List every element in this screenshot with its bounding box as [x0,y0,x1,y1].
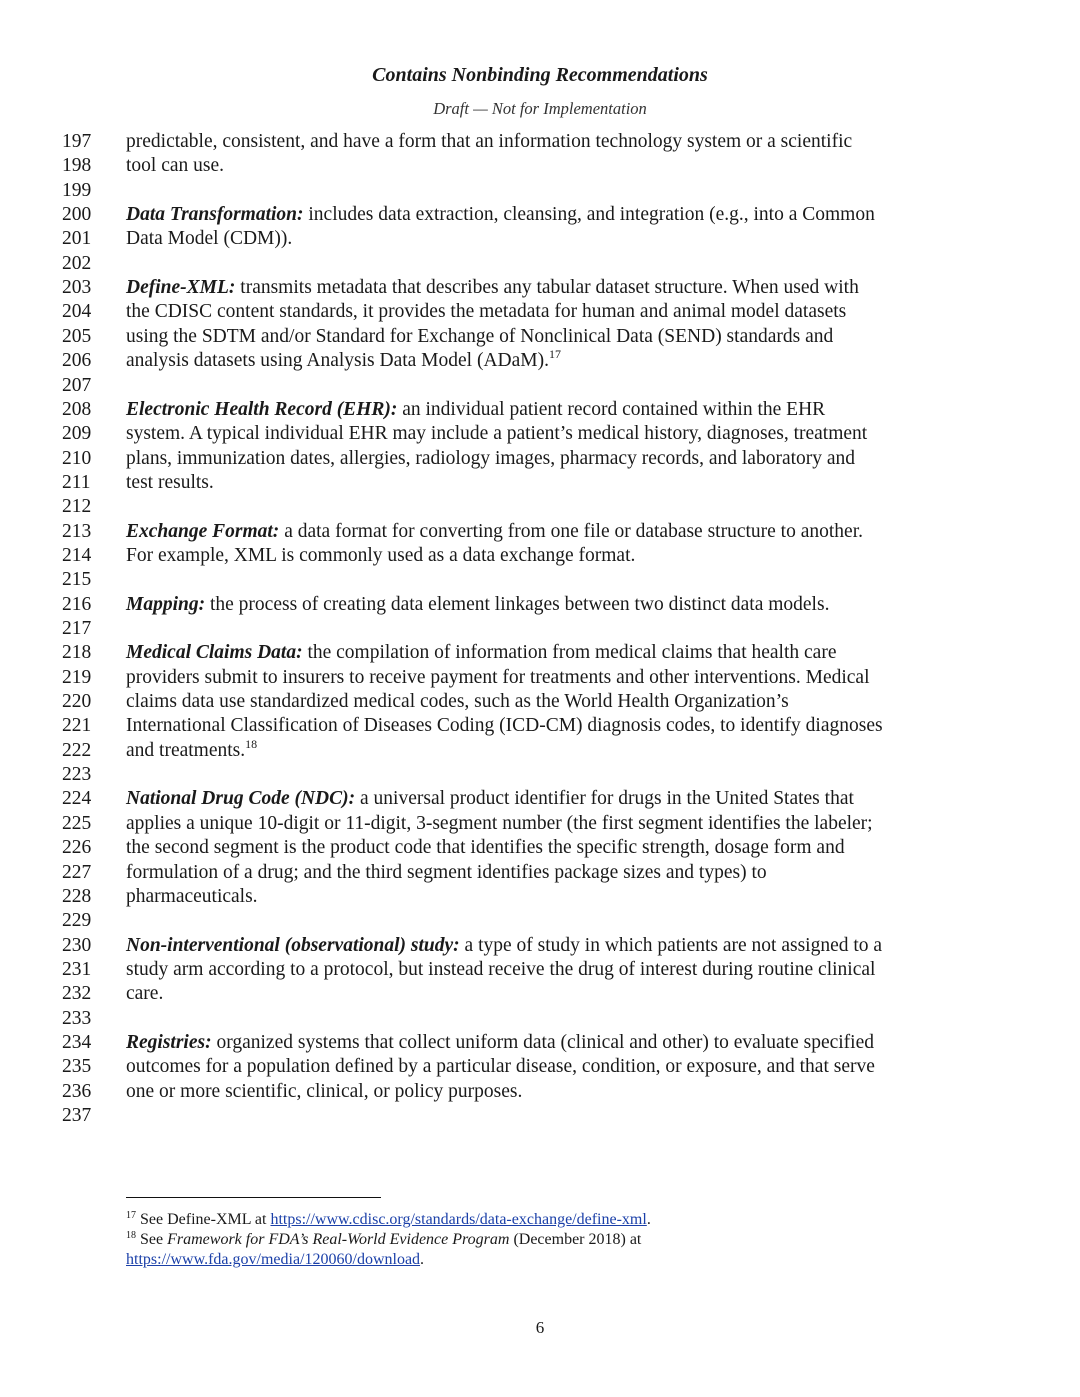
line-text [126,812,873,836]
text-line [0,252,1080,276]
glossary-term: Data Transformation: [126,204,304,226]
line-body: claims data use standardized medical codes, such as the World Health Organization’s [126,691,789,713]
line-body: formulation of a drug; and the third segment identifies package sizes and types) to [126,861,767,883]
line-number: 225 [62,812,92,834]
line-number: 228 [62,885,92,907]
line-body: using the SDTM and/or Standard for Exchange of Nonclinical Data (SEND) standards and [126,325,834,347]
line-body: providers submit to insurers to receive payment for treatments and other interventions. Medical [126,666,870,688]
line-number: 202 [62,252,92,274]
line-body: an individual patient record contained within the EHR [397,398,826,420]
text-line [0,544,1080,568]
footnote-text: See [136,1231,168,1248]
line-text [126,885,258,909]
text-line [0,520,1080,544]
line-number: 236 [62,1080,92,1102]
line-number: 231 [62,958,92,980]
line-number: 233 [62,1007,92,1029]
line-number: 203 [62,277,92,299]
text-line [0,276,1080,300]
line-text [126,130,852,154]
glossary-term: Medical Claims Data: [126,642,303,664]
line-text [126,641,836,665]
footnote-17 [126,1210,651,1230]
text-line [0,763,1080,787]
line-number: 207 [62,374,92,396]
footnote-reference[interactable]: 18 [245,736,258,751]
line-number: 234 [62,1031,92,1053]
text-line [0,736,1080,763]
line-text [126,520,863,544]
text-line [0,1031,1080,1055]
line-text [126,690,789,714]
text-line [0,982,1080,1006]
line-body: tool can use. [126,155,225,177]
line-number: 200 [62,204,92,226]
line-number: 213 [62,520,92,542]
line-number: 218 [62,642,92,664]
line-text [126,861,767,885]
line-body: study arm according to a protocol, but instead receive the drug of interest during routine clinical [126,958,876,980]
line-body: includes data extraction, cleansing, and integration (e.g., into a Common [303,204,875,226]
line-body: International Classification of Diseases Coding (ICD-CM) diagnosis codes, to identify diagnoses [126,715,883,737]
line-body: predictable, consistent, and have a form that an information technology system or a scientific [126,131,853,152]
text-line [0,1104,1080,1128]
line-number: 221 [62,715,92,737]
line-number: 201 [62,228,92,250]
line-text [126,276,859,300]
line-text [126,1031,874,1055]
text-line [0,300,1080,324]
line-body: a data format for converting from one file or database structure to another. [279,520,863,542]
line-number: 214 [62,544,92,566]
footnote-18-link-line [126,1250,424,1270]
line-number: 220 [62,691,92,713]
text-line [0,885,1080,909]
text-line [0,447,1080,471]
line-text [126,325,833,349]
text-line [0,325,1080,349]
text-line [0,374,1080,398]
line-text [126,544,635,568]
text-line [0,495,1080,519]
footnote-text: See Define-XML at [136,1211,271,1228]
footnote-suffix: . [646,1211,651,1228]
text-line [0,641,1080,665]
line-number: 210 [62,447,92,469]
line-number: 229 [62,910,92,932]
line-number: 198 [62,155,92,177]
text-line [0,617,1080,641]
line-body: the CDISC content standards, it provides the metadata for human and animal model datasets [126,301,847,323]
line-number: 226 [62,837,92,859]
line-text [126,593,829,617]
text-line [0,471,1080,495]
glossary-term: National Drug Code (NDC): [126,788,356,810]
line-text [126,836,845,860]
line-body: a type of study in which patients are not assigned to a [459,934,883,956]
glossary-term: Registries: [126,1031,212,1053]
line-text [126,736,258,763]
footnote-text: (December 2018) at [509,1231,642,1248]
line-body: Data Model (CDM)). [126,228,293,250]
glossary-term: Non-interventional (observational) study: [126,934,460,956]
line-body: transmits metadata that describes any tabular dataset structure. When used with [235,277,859,299]
line-text [126,203,875,227]
line-text [126,1080,522,1104]
line-body: For example, XML is commonly used as a data exchange format. [126,544,636,566]
text-line [0,934,1080,958]
line-number: 217 [62,618,92,639]
line-body: system. A typical individual EHR may include a patient’s medical history, diagnoses, treatment [126,423,868,445]
line-body: organized systems that collect uniform data (clinical and other) to evaluate specified [211,1031,874,1053]
line-number: 212 [62,496,92,518]
footnote-divider [126,1197,381,1198]
text-line [0,179,1080,203]
footnote-reference[interactable]: 17 [548,347,561,362]
text-line [0,154,1080,178]
text-line [0,422,1080,446]
text-line [0,690,1080,714]
line-body: a universal product identifier for drugs in the United States that [355,788,854,810]
text-line [0,958,1080,982]
line-body: plans, immunization dates, allergies, radiology images, pharmacy records, and laboratory and [126,447,856,469]
line-number: 197 [62,131,92,152]
line-text [126,787,854,811]
line-number: 211 [62,471,91,493]
line-number: 215 [62,569,92,591]
text-line [0,1007,1080,1031]
header-title: Contains Nonbinding Recommendations [372,64,708,86]
line-text [126,714,883,738]
line-number: 223 [62,764,92,786]
line-body: analysis datasets using Analysis Data Model (ADaM). [126,350,549,372]
text-line [0,714,1080,738]
line-number: 237 [62,1105,92,1126]
line-text [126,934,882,958]
line-text [126,958,875,982]
text-line [0,812,1080,836]
line-body: and treatments. [126,739,246,761]
text-line [0,227,1080,251]
line-body: the second segment is the product code that identifies the specific strength, dosage form and [126,837,845,859]
line-text [126,349,561,373]
line-text [126,300,846,324]
line-text [126,227,292,251]
line-text [126,154,224,178]
line-text [126,398,825,422]
line-number: 209 [62,423,92,445]
page-number: 6 [535,1318,545,1337]
text-line [0,861,1080,885]
text-line [0,836,1080,860]
line-text [126,447,855,471]
footnote-title: Framework for FDA’s Real-World Evidence Program [167,1231,510,1248]
text-line [0,568,1080,592]
line-number: 206 [62,350,92,372]
glossary-term: Electronic Health Record (EHR): [126,398,398,420]
text-line [0,666,1080,690]
line-number: 227 [62,861,92,883]
line-body: the compilation of information from medical claims that health care [302,642,837,664]
footnote-suffix: . [420,1251,425,1268]
line-number: 219 [62,666,92,688]
text-line [0,787,1080,811]
glossary-term: Define-XML: [126,277,236,299]
header-subtitle: Draft — Not for Implementation [433,99,647,118]
footnote-number: 17 [126,1210,136,1221]
line-body: outcomes for a population defined by a particular disease, condition, or exposure, and that serve [126,1056,875,1078]
line-text [126,666,870,690]
line-text [126,982,163,1006]
text-line [0,203,1080,227]
line-number: 224 [62,788,92,810]
line-text [126,422,867,446]
line-number: 235 [62,1056,92,1078]
glossary-term: Mapping: [126,593,206,615]
line-body: test results. [126,471,214,493]
line-body: one or more scientific, clinical, or policy purposes. [126,1080,523,1102]
line-number: 230 [62,934,92,956]
footnote-link-cdisc[interactable]: https://www.cdisc.org/standards/data-exchange/define-xml [270,1211,647,1228]
line-body: care. [126,983,164,1005]
line-text [126,471,214,495]
text-line [0,349,1080,373]
line-number: 205 [62,325,92,347]
line-number: 216 [62,593,92,615]
line-number: 222 [62,739,92,761]
text-line [0,130,1080,154]
footnote-18 [126,1230,641,1250]
footnote-number: 18 [126,1230,136,1241]
text-line [0,909,1080,933]
footnote-link-fda[interactable]: https://www.fda.gov/media/120060/download [126,1251,421,1268]
line-body: the process of creating data element linkages between two distinct data models. [205,593,830,615]
text-line [0,1080,1080,1104]
line-body: applies a unique 10-digit or 11-digit, 3-segment number (the first segment identifies the labeler; [126,812,873,834]
line-number: 232 [62,983,92,1005]
line-number: 208 [62,398,92,420]
line-number: 199 [62,179,92,201]
text-line [0,1055,1080,1079]
line-number: 204 [62,301,92,323]
text-line [0,593,1080,617]
line-body: pharmaceuticals. [126,885,258,907]
line-text [126,1055,875,1079]
glossary-term: Exchange Format: [126,520,280,542]
text-line [0,398,1080,422]
